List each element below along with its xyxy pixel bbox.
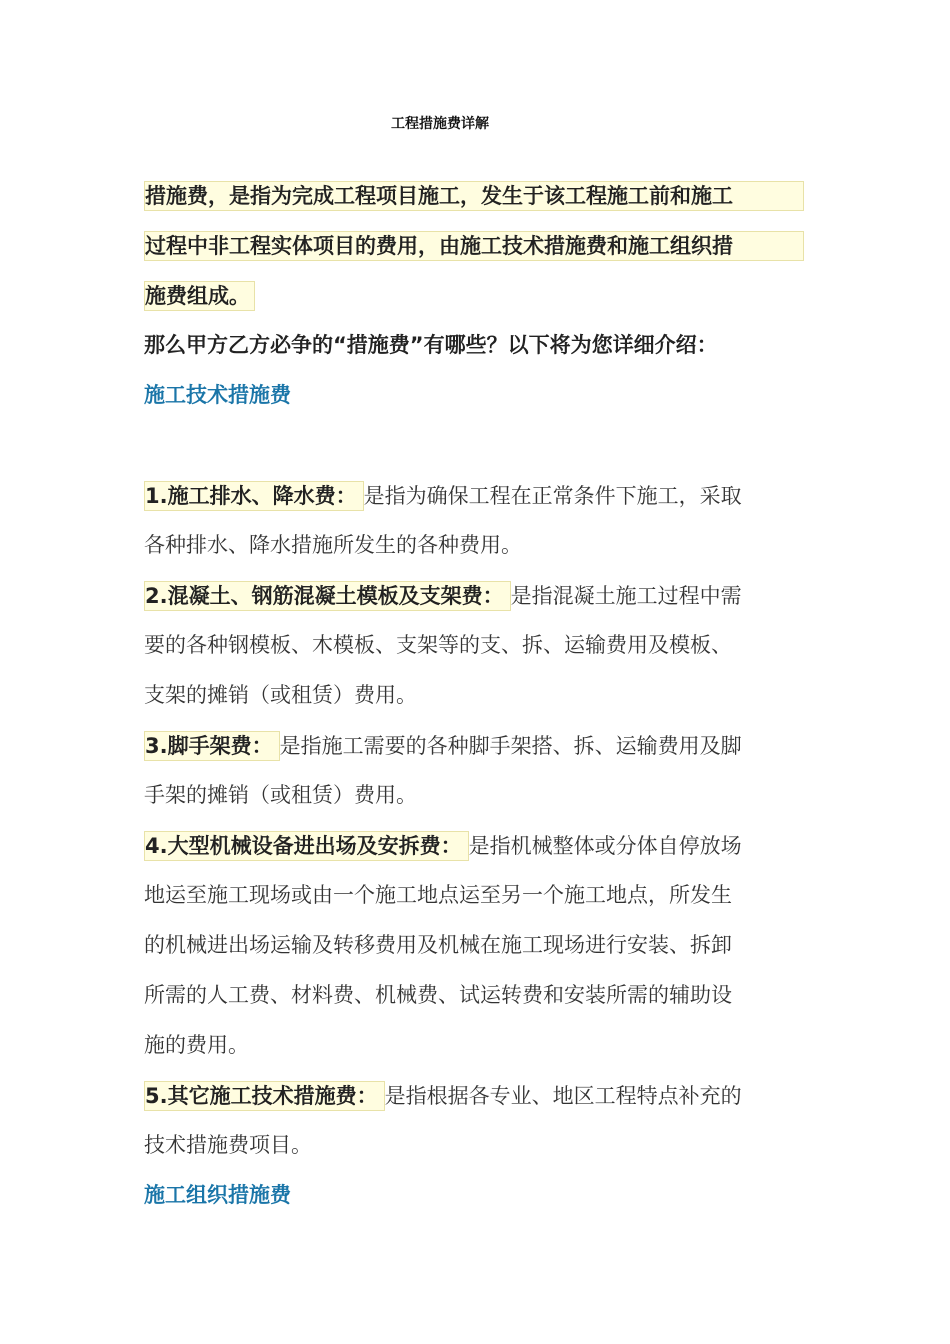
intro-line-1: 措施费，是指为完成工程项目施工，发生于该工程施工前和施工 [144, 181, 804, 211]
item-description-cont: 手架的摊销（或租赁）费用。 [144, 783, 417, 807]
item-description-cont: 技术措施费项目。 [144, 1133, 312, 1157]
technical-items-block [144, 481, 804, 1231]
item-term: 3.脚手架费： [144, 731, 280, 761]
item-description-cont: 所需的人工费、材料费、机械费、试运转费和安装所需的辅助设 [144, 983, 732, 1007]
item-description: 是指为确保工程在正常条件下施工，采取 [363, 484, 742, 508]
intro-line-3: 施费组成。 [144, 281, 255, 311]
document-title: 工程措施费详解 [391, 116, 489, 132]
item-term: 5.其它施工技术措施费： [144, 1081, 385, 1111]
list-item [144, 831, 804, 881]
item-description-cont: 的机械进出场运输及转移费用及机械在施工现场进行安装、拆卸 [144, 933, 732, 957]
item-description-cont: 支架的摊销（或租赁）费用。 [144, 683, 417, 707]
list-item [144, 731, 804, 781]
item-description: 是指根据各专业、地区工程特点补充的 [384, 1084, 742, 1108]
intro-line-2: 过程中非工程实体项目的费用，由施工技术措施费和施工组织措 [144, 231, 804, 261]
list-item [144, 481, 804, 531]
list-item [144, 581, 804, 631]
item-description: 是指混凝土施工过程中需 [510, 584, 742, 608]
item-description-cont: 各种排水、降水措施所发生的各种费用。 [144, 533, 522, 557]
item-term: 2.混凝土、钢筋混凝土模板及支架费： [144, 581, 511, 611]
item-term: 1.施工排水、降水费： [144, 481, 364, 511]
item-description: 是指施工需要的各种脚手架搭、拆、运输费用及脚 [279, 734, 742, 758]
intro-question: 那么甲方乙方必争的“措施费”有哪些？以下将为您详细介绍： [144, 333, 718, 357]
list-item [144, 1081, 804, 1131]
intro-block [144, 181, 804, 431]
item-description: 是指机械整体或分体自停放场 [468, 834, 742, 858]
item-term: 4.大型机械设备进出场及安拆费： [144, 831, 469, 861]
section-heading-technical: 施工技术措施费 [144, 383, 291, 407]
section-heading-organization: 施工组织措施费 [144, 1183, 291, 1207]
item-description-cont: 地运至施工现场或由一个施工地点运至另一个施工地点，所发生 [144, 883, 732, 907]
item-description-cont: 施的费用。 [144, 1033, 249, 1057]
item-description-cont: 要的各种钢模板、木模板、支架等的支、拆、运输费用及模板、 [144, 633, 732, 657]
